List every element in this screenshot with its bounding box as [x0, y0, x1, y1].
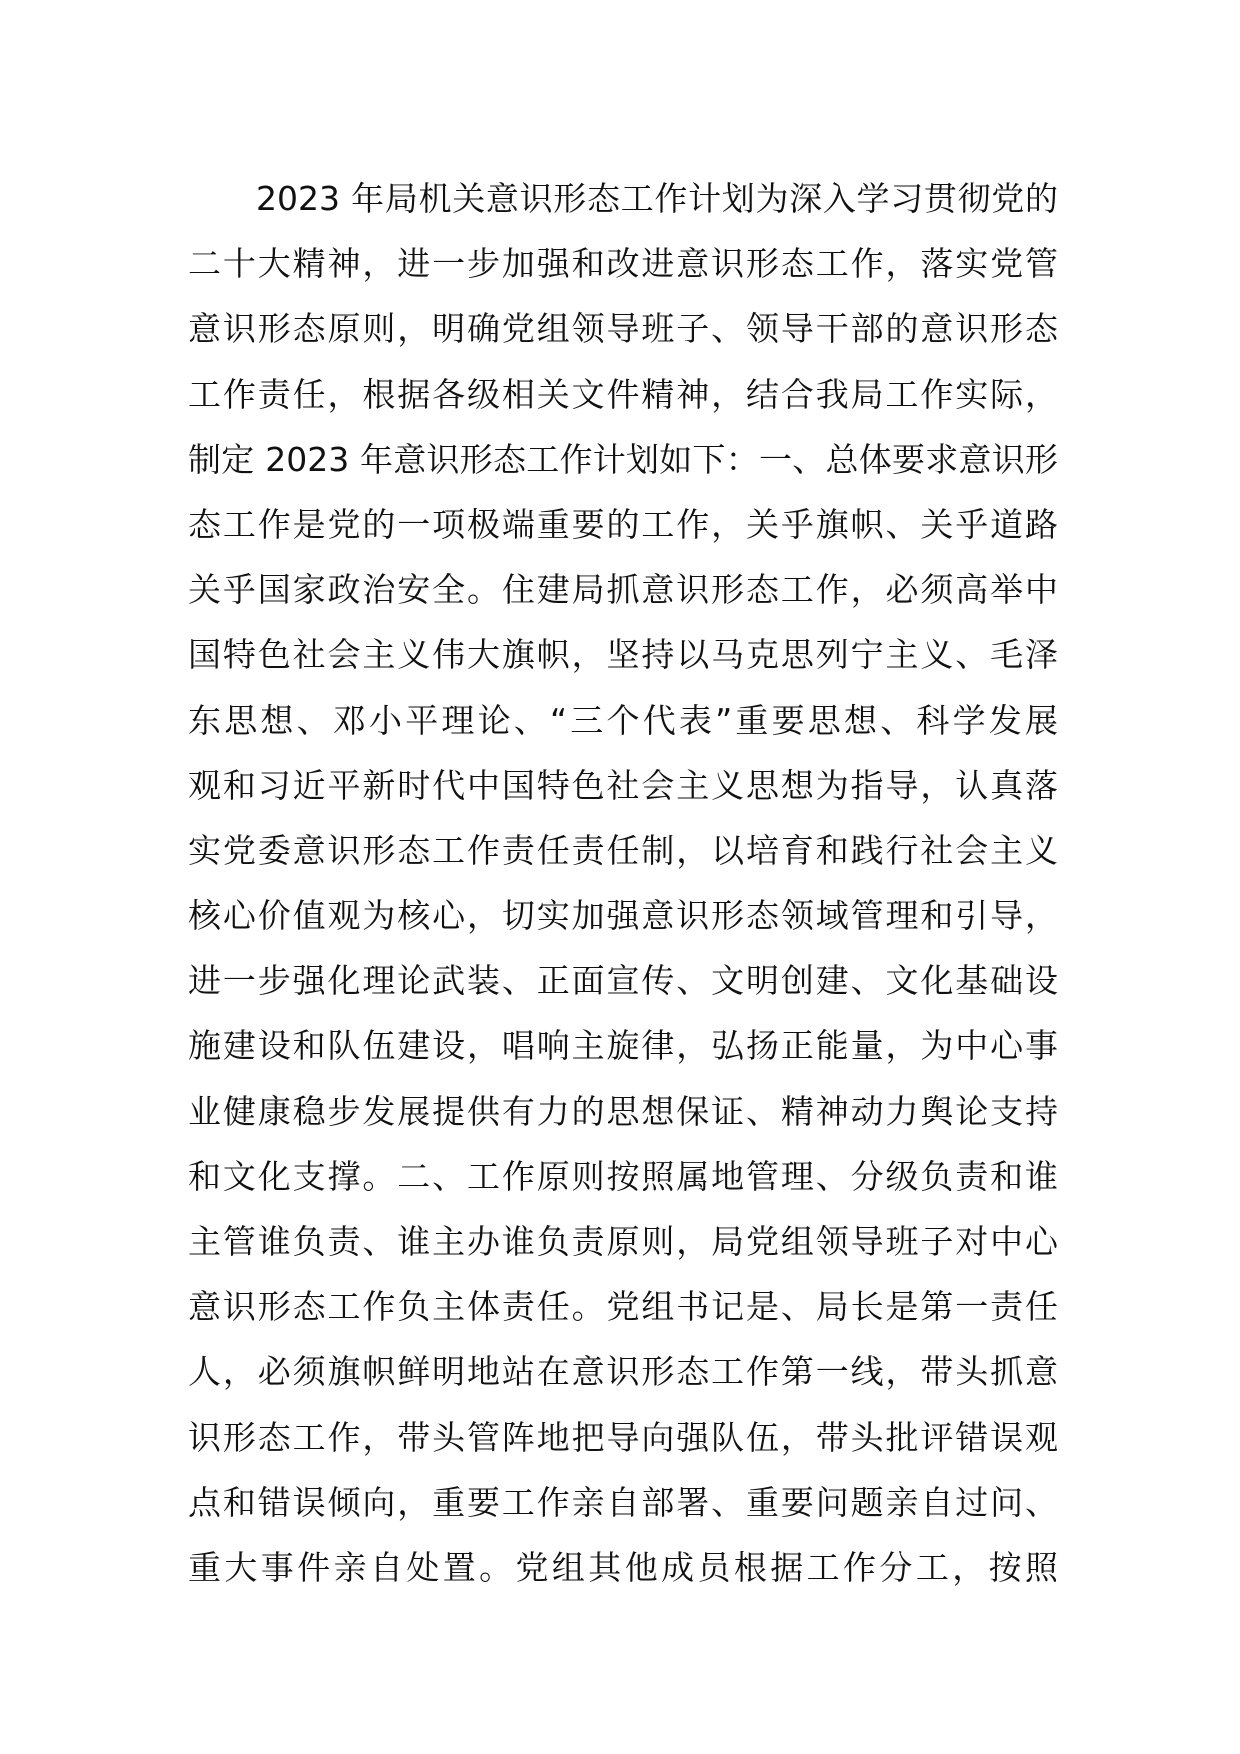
text-line-5: 制定 2023 年意识形态工作计划如下：一、总体要求意识形 [188, 439, 1058, 479]
text-line-4: 工作责任，根据各级相关文件精神，结合我局工作实际， [188, 374, 1058, 414]
text-line-3: 意识形态原则，明确党组领导班子、领导干部的意识形态 [188, 309, 1058, 349]
text-line-11: 实党委意识形态工作责任责任制，以培育和践行社会主义 [188, 830, 1058, 870]
body-paragraph [188, 166, 1058, 1600]
text-line-8: 国特色社会主义伟大旗帜，坚持以马克思列宁主义、毛泽 [188, 635, 1058, 675]
text-line-9: 东思想、邓小平理论、“三个代表”重要思想、科学发展 [188, 700, 1058, 740]
text-line-22: 重大事件亲自处置。党组其他成员根据工作分工，按照 [188, 1547, 1058, 1587]
text-line-18: 意识形态工作负主体责任。党组书记是、局长是第一责任 [188, 1287, 1058, 1327]
text-line-20: 识形态工作，带头管阵地把导向强队伍，带头批评错误观 [188, 1417, 1058, 1457]
text-line-1: 2023 年局机关意识形态工作计划为深入学习贯彻党的 [256, 179, 1058, 218]
text-line-13: 进一步强化理论武装、正面宣传、文明创建、文化基础设 [188, 961, 1058, 1001]
text-line-14: 施建设和队伍建设，唱响主旋律，弘扬正能量，为中心事 [188, 1026, 1058, 1066]
text-line-7: 关乎国家政治安全。住建局抓意识形态工作，必须高举中 [188, 570, 1058, 610]
text-line-12: 核心价值观为核心，切实加强意识形态领域管理和引导， [188, 896, 1058, 936]
text-line-21: 点和错误倾向，重要工作亲自部署、重要问题亲自过问、 [188, 1482, 1058, 1522]
text-line-2: 二十大精神，进一步加强和改进意识形态工作，落实党管 [188, 244, 1058, 284]
text-line-19: 人，必须旗帜鲜明地站在意识形态工作第一线，带头抓意 [188, 1352, 1058, 1392]
text-line-10: 观和习近平新时代中国特色社会主义思想为指导，认真落 [188, 765, 1058, 805]
text-line-6: 态工作是党的一项极端重要的工作，关乎旗帜、关乎道路 [188, 504, 1058, 544]
text-line-15: 业健康稳步发展提供有力的思想保证、精神动力舆论支持 [188, 1091, 1058, 1131]
text-line-17: 主管谁负责、谁主办谁负责原则，局党组领导班子对中心 [188, 1222, 1058, 1261]
text-line-16: 和文化支撑。二、工作原则按照属地管理、分级负责和谁 [188, 1156, 1058, 1196]
